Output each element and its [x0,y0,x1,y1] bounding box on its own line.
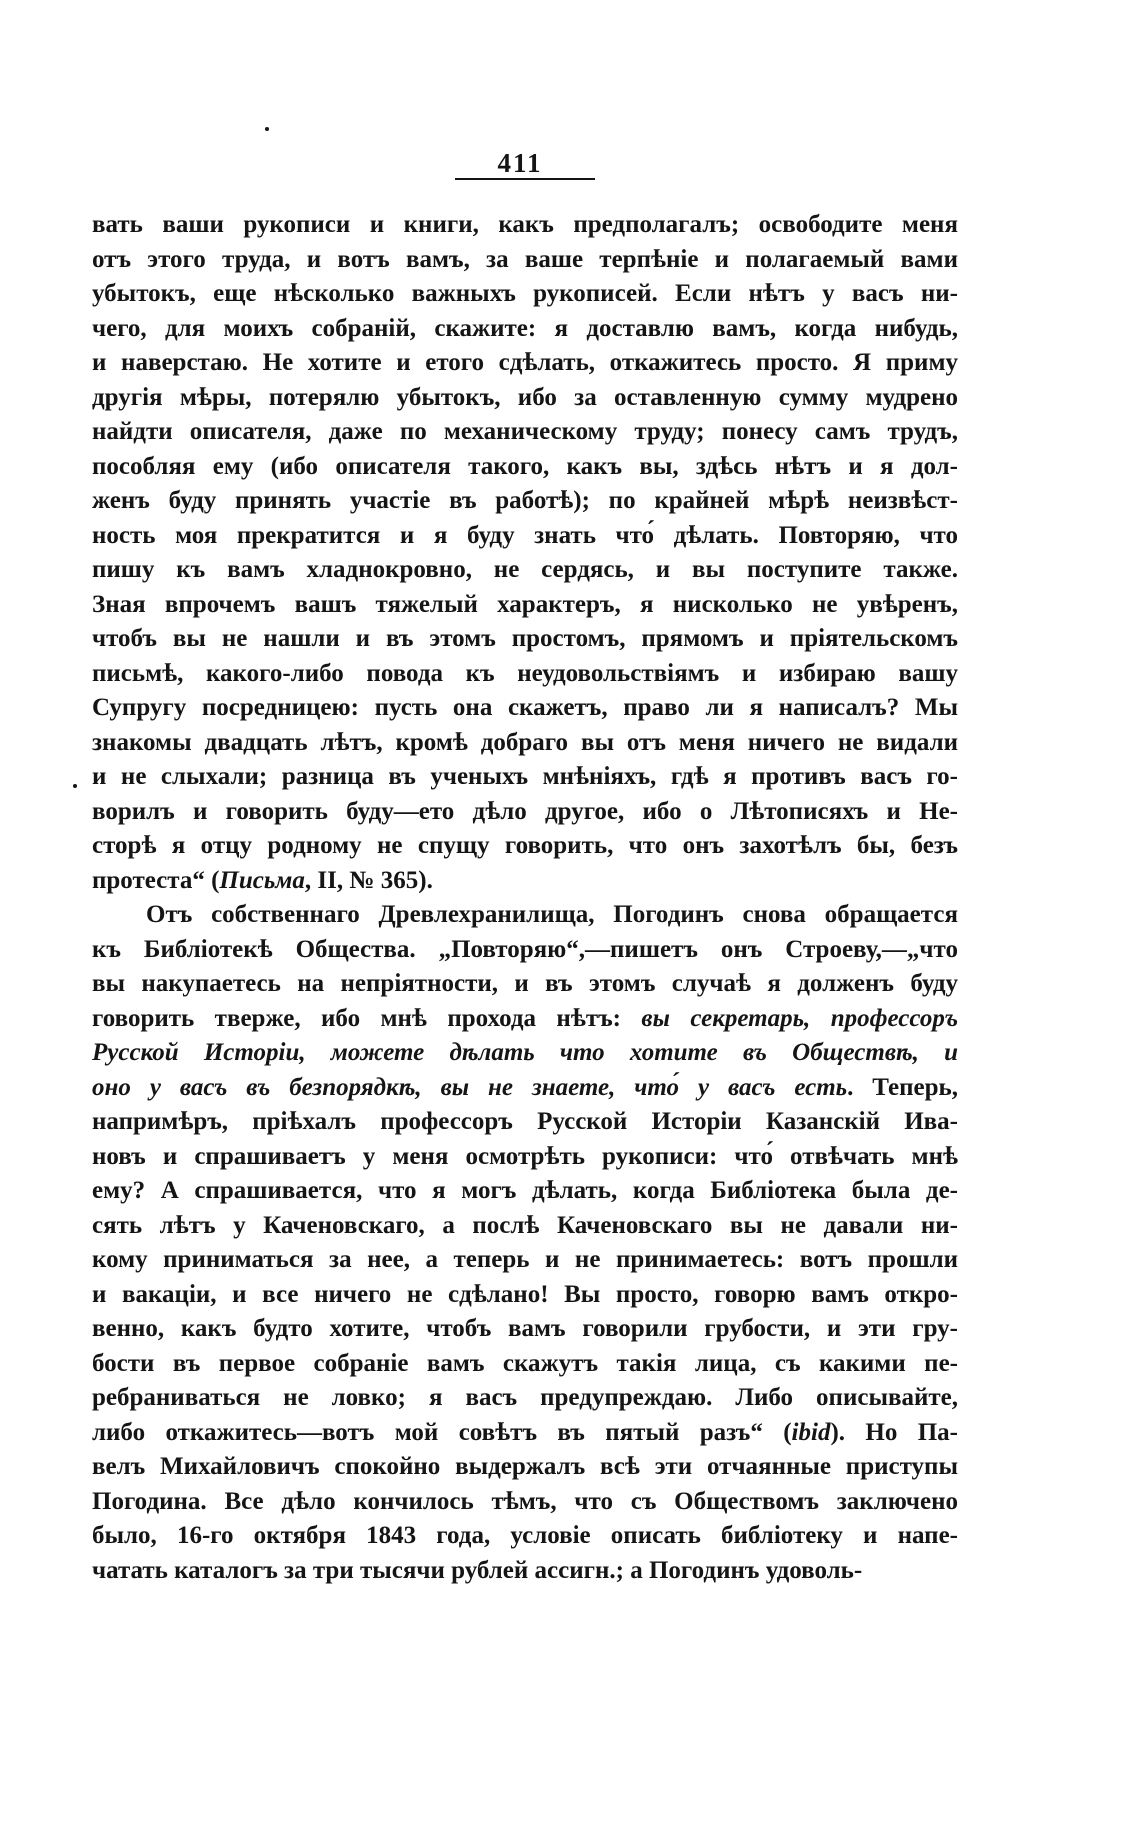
text-segment: ). Но Па- [830,1418,958,1446]
text-line [92,760,958,795]
text-line [92,450,958,485]
text-segment: чего, для моихъ собраній, скажите: я доставлю вамъ, когда нибудь, [92,314,958,342]
text-line [92,1450,958,1485]
text-segment: Зная впрочемъ вашъ тяжелый характеръ, я нисколько не увѣренъ, [92,590,958,618]
text-segment: вы накупаетесь на непріятности, и въ этомъ случаѣ я долженъ буду [92,970,958,997]
italic-text: ibid [791,1418,831,1446]
text-segment: ребраниваться не ловко; я васъ предупреждаю. Либо описывайте, [92,1384,958,1411]
paragraph [92,898,958,1588]
italic-text: вы секретарь, профессоръ [641,1004,958,1032]
text-line [92,277,958,312]
print-speck [265,127,269,131]
text-line [92,1209,958,1244]
page-number: 411 [497,148,543,178]
text-segment: Отъ собственнаго Древлехранилища, Погодинъ снова обращается [146,901,958,928]
text-line [92,657,958,692]
text-segment: Супругу посредницею: пусть она скажетъ, право ли я написалъ? Мы [92,694,958,721]
text-segment: венно, какъ будто хотите, чтобъ вамъ говорили грубости, и эти гру- [92,1315,958,1342]
text-line [92,381,958,416]
text-line [92,829,958,864]
text-line [92,312,958,347]
text-line [92,1554,958,1589]
text-segment: другія мѣры, потерялю убытокъ, ибо за оставленную сумму мудрено [92,383,958,411]
print-speck [73,784,77,788]
text-segment: бости въ первое собраніе вамъ скажутъ такія лица, съ какими пе- [92,1349,958,1377]
text-line [92,346,958,381]
text-segment: кому приниматься за нее, а теперь и не принимаетесь: вотъ прошли [92,1246,958,1273]
text-line [92,622,958,657]
text-line [92,1105,958,1140]
text-segment: новъ и спрашиваетъ у меня осмотрѣть рукописи: что́ отвѣчать мнѣ [92,1142,958,1170]
text-segment: говорить тверже, ибо мнѣ прохода нѣтъ: [92,1004,642,1032]
text-segment: женъ буду принять участіе въ работѣ); по крайней мѣрѣ неизвѣст- [92,487,958,514]
text-segment: протеста“ ( [92,866,220,894]
text-line [92,1243,958,1278]
text-line [92,208,958,243]
italic-text: оно у васъ въ безпорядкѣ, вы не знаете, что́ у васъ есть [92,1073,848,1101]
text-line [92,519,958,554]
italic-text: Русской Исторіи, можете дѣлать что хотите въ Обществѣ, и [92,1039,958,1066]
text-line [92,1347,958,1382]
text-segment: чатать каталогъ за три тысячи рублей ассигн.; а Погодинъ удоволь- [92,1556,863,1584]
text-segment: знакомы двадцать лѣтъ, кромѣ добраго вы отъ меня ничего не видали [92,728,958,756]
text-line [92,1278,958,1313]
text-segment: вать ваши рукописи и книги, какъ предполагалъ; освободите меня [92,211,958,238]
text-line [92,243,958,278]
text-segment: сторѣ я отцу родному не спущу говорить, что онъ захотѣлъ бы, безъ [92,832,958,859]
text-line [92,726,958,761]
italic-text: Письма [219,866,305,894]
text-segment: ворилъ и говорить буду—ето дѣло другое, ибо о Лѣтописяхъ и Не- [92,797,958,825]
text-line [92,1485,958,1520]
text-segment: письмѣ, какого-либо повода къ неудовольствіямъ и избираю вашу [92,659,958,687]
text-segment: либо откажитесь—вотъ мой совѣтъ въ пятый разъ“ ( [92,1418,792,1446]
text-segment: велъ Михайловичъ спокойно выдержалъ всѣ эти отчаянные приступы [92,1453,958,1480]
text-segment: чтобъ вы не нашли и въ этомъ простомъ, прямомъ и пріятельскомъ [92,625,958,652]
text-segment: , II, № 365). [304,866,433,894]
text-segment: ность моя прекратится и я буду знать что́ дѣлать. Повторяю, что [92,521,958,549]
text-line [92,1312,958,1347]
text-line [92,484,958,519]
text-segment: Погодина. Все дѣло кончилось тѣмъ, что съ Обществомъ заключено [92,1487,958,1515]
page-number-rule [455,178,595,180]
text-line [92,1381,958,1416]
text-segment: ему? А спрашивается, что я могъ дѣлать, когда Библіотека была де- [92,1177,958,1204]
text-line [92,967,958,1002]
text-line [92,864,958,899]
text-segment: къ Библіотекѣ Общества. „Повторяю“,—пишетъ онъ Строеву,—„что [92,935,958,963]
text-segment: было, 16-го октября 1843 года, условіе описать библіотеку и напе- [92,1522,958,1549]
text-line [92,1174,958,1209]
text-line [92,1002,958,1037]
text-line [92,553,958,588]
text-segment: пособляя ему (ибо описателя такого, какъ вы, здѣсь нѣтъ и я дол- [92,452,958,480]
text-segment: найдти описателя, даже по механическому труду; понесу самъ трудъ, [92,418,958,445]
text-line [92,795,958,830]
text-segment: отъ этого труда, и вотъ вамъ, за ваше терпѣніе и полагаемый вами [92,245,958,273]
text-line [92,1036,958,1071]
text-line [92,415,958,450]
text-segment: пишу къ вамъ хладнокровно, не сердясь, и вы поступите также. [92,556,958,583]
text-line [92,898,958,933]
text-segment: и наверстаю. Не хотите и етого сдѣлать, откажитесь просто. Я приму [92,349,958,376]
text-line [92,691,958,726]
text-segment: и не слыхали; разница въ ученыхъ мнѣніяхъ, гдѣ я противъ васъ го- [92,763,958,790]
text-segment: напримѣръ, пріѣхалъ профессоръ Русской Исторіи Казанскій Ива- [92,1108,958,1135]
text-segment: и вакаціи, и все ничего не сдѣлано! Вы просто, говорю вамъ откро- [92,1280,958,1308]
text-line [92,1140,958,1175]
text-segment: убытокъ, еще нѣсколько важныхъ рукописей. Если нѣтъ у васъ ни- [92,280,958,307]
text-line [92,933,958,968]
body-text [92,208,958,1588]
paragraph [92,208,958,898]
text-segment: . Теперь, [847,1073,958,1101]
text-segment: сять лѣтъ у Каченовскаго, а послѣ Каченовскаго вы не давали ни- [92,1211,958,1239]
text-line [92,1416,958,1451]
text-line [92,1071,958,1106]
text-line [92,588,958,623]
text-line [92,1519,958,1554]
